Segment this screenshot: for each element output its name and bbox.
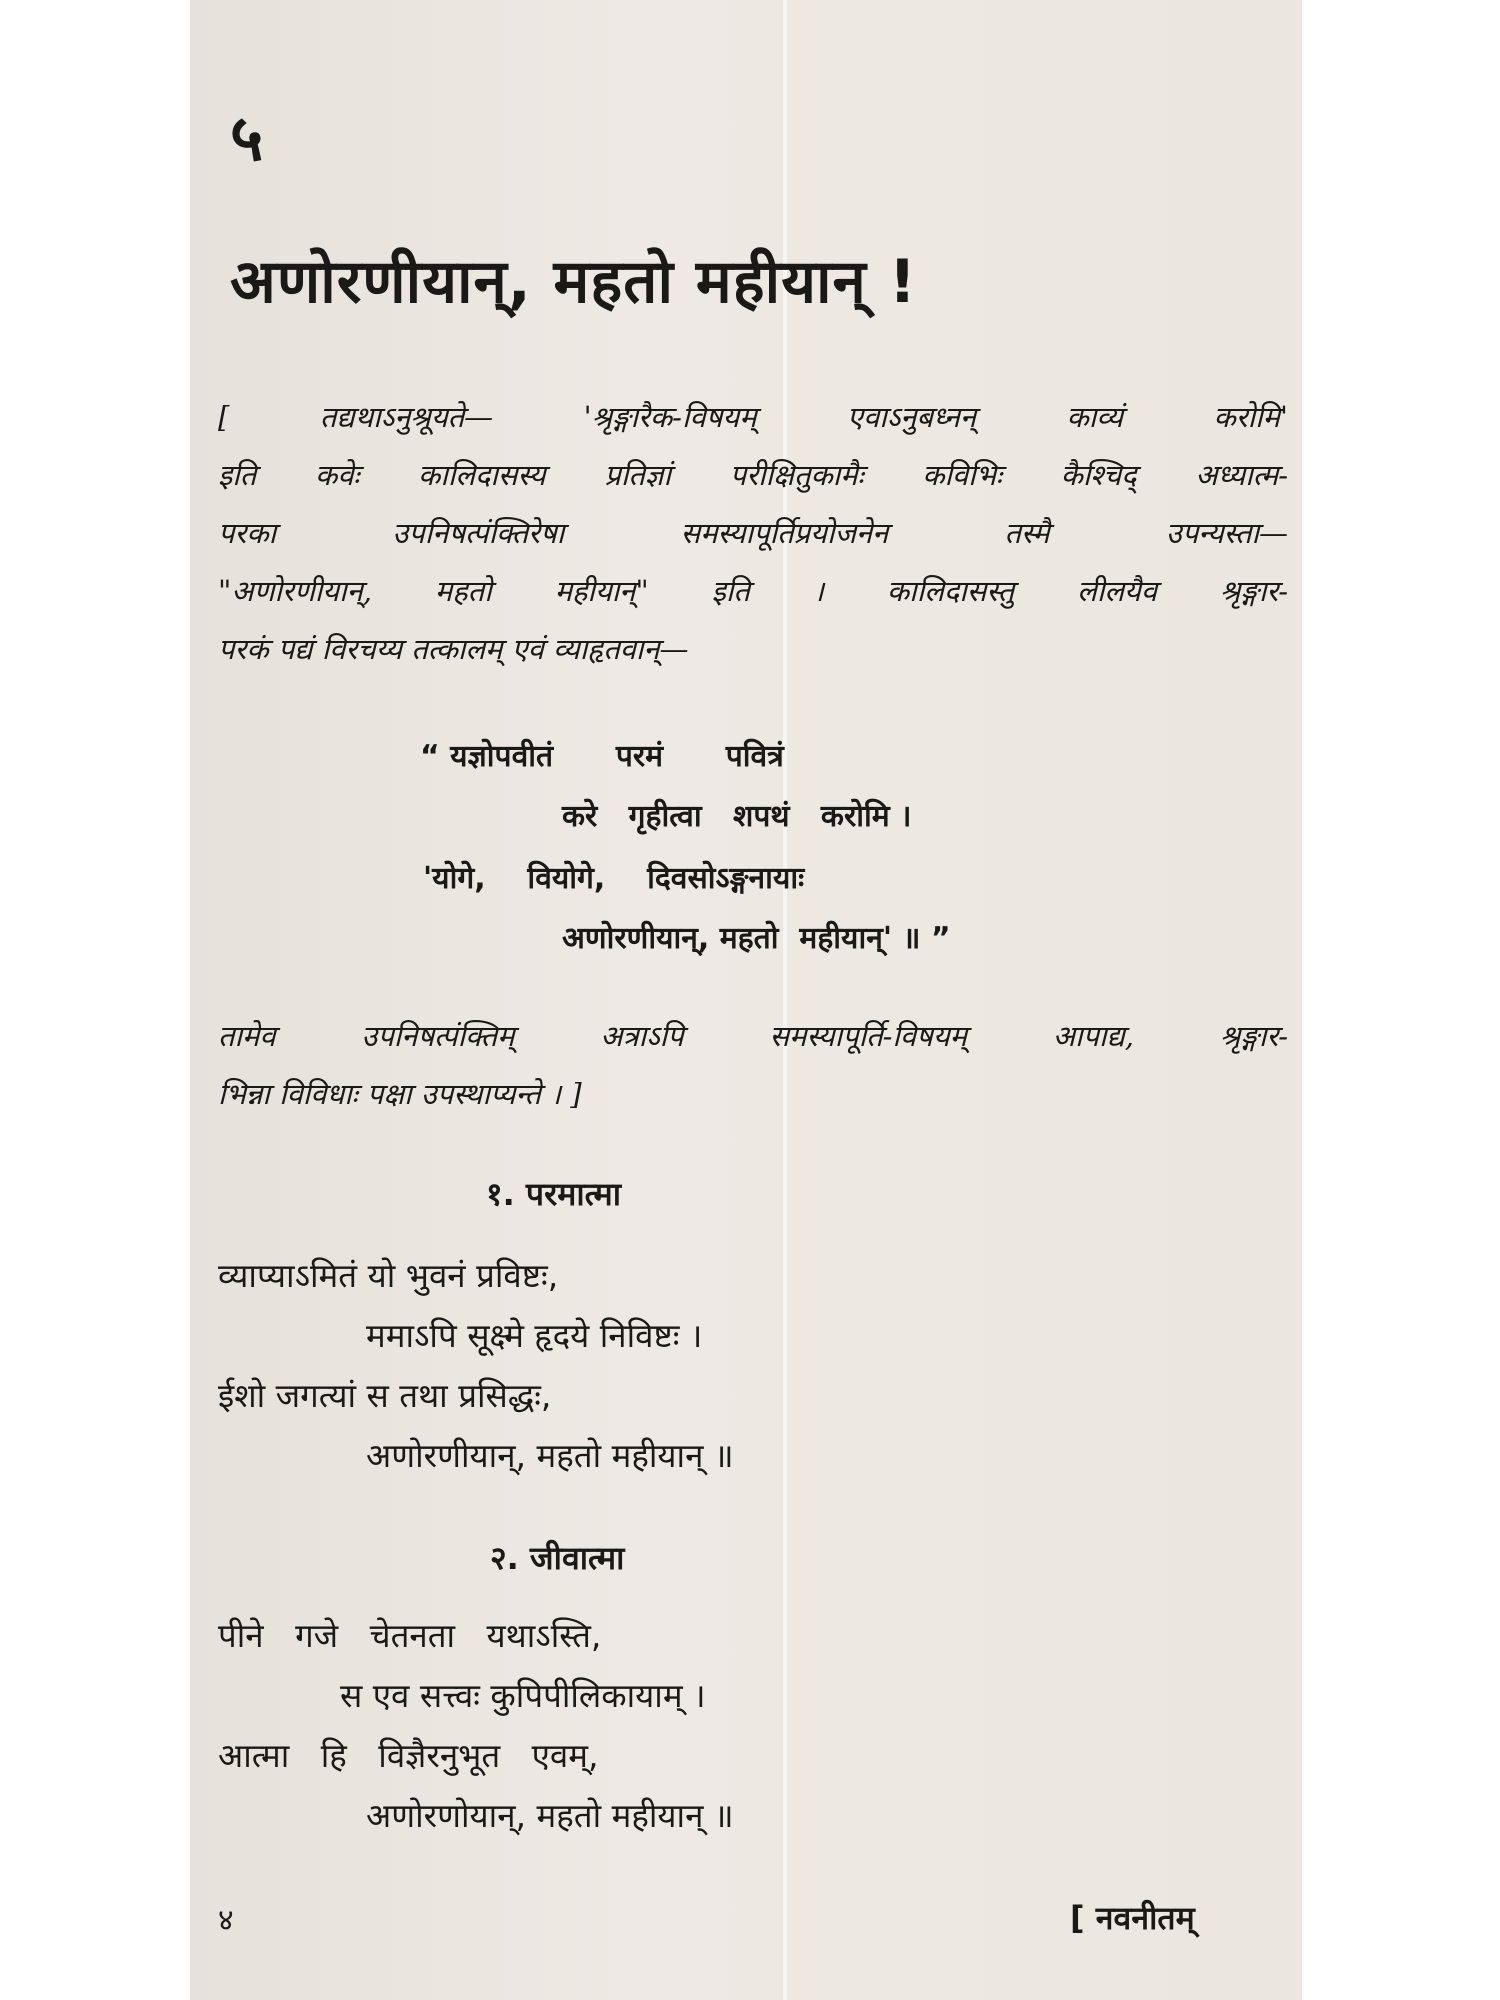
chapter-title: अणोरणीयान्, महतो महीयान् ! (230, 247, 918, 317)
closing-paragraph (218, 1007, 1288, 1123)
intro-line: [ तद्यथाऽनुश्रूयते— 'श्रृङ्गारैक-विषयम् एवाऽनुबध्नन् काव्यं करोमि' (218, 400, 1288, 434)
intro-line: परका उपनिषत्पंक्तिरेषा समस्यापूर्तिप्रयोजनेन तस्मै उपन्यस्ता— (218, 516, 1288, 550)
verse-line: ईशो जगत्यां स तथा प्रसिद्धः, (218, 1376, 552, 1415)
section-heading-jivatma: २. जीवात्मा (490, 1539, 625, 1577)
verse-line: पीने गजे चेतनता यथाऽस्ति, (218, 1616, 602, 1655)
quoted-verse-line: “ यज्ञोपवीतं परमं पवित्रं (420, 739, 784, 774)
intro-paragraph (218, 388, 1288, 678)
closing-line: तामेव उपनिषत्पंक्तिम् अत्राऽपि समस्यापूर्ति-विषयम् आपाद्य, श्रृङ्गार- (218, 1019, 1288, 1053)
intro-line: इति कवेः कालिदासस्य प्रतिज्ञां परीक्षितुकामैः कविभिः कैश्चिद् अध्यात्म- (218, 458, 1288, 492)
closing-line: भिन्ना विविधाः पक्षा उपस्थाप्यन्ते । ] (218, 1077, 582, 1111)
verse-line: अणोरणोयान्, महतो महीयान् ॥ (366, 1796, 734, 1835)
verse-line: अणोरणीयान्, महतो महीयान् ॥ (366, 1436, 734, 1475)
chapter-number: ५ (230, 102, 264, 176)
intro-line: "अणोरणीयान्, महतो महीयान्" इति । कालिदासस्तु लीलयैव श्रृङ्गार- (218, 574, 1288, 608)
verse-line: ममाऽपि सूक्ष्मे हृदये निविष्टः । (366, 1316, 703, 1355)
page-number: ४ (218, 1903, 234, 1938)
journal-name: [ नवनीतम् (1070, 1899, 1195, 1937)
quoted-verse-line: करे गृहीत्वा शपथं करोमि । (562, 799, 912, 834)
quoted-verse-line: अणोरणीयान्, महतो महीयान्' ॥ ” (562, 921, 951, 956)
quoted-verse-line: 'योगे, वियोगे, दिवसोऽङ्गनायाः (423, 861, 805, 896)
verse-line: स एव सत्त्वः कुपिपीलिकायाम् । (340, 1676, 706, 1715)
verse-line: आत्मा हि विज्ञैरनुभूत एवम्, (218, 1736, 599, 1775)
book-page (190, 0, 1302, 2000)
section-heading-paramatma: १. परमात्मा (486, 1175, 622, 1213)
verse-line: व्याप्याऽमितं यो भुवनं प्रविष्टः, (218, 1256, 559, 1295)
intro-line: परकं पद्यं विरचय्य तत्कालम् एवं व्याहृतवान्— (218, 632, 689, 666)
